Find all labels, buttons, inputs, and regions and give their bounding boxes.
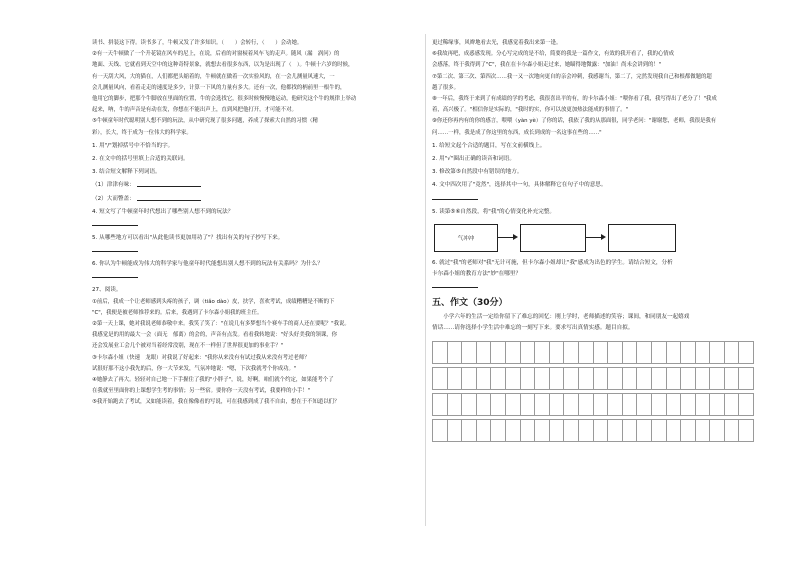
passage-line: 还会发展业工会几个被对当着经常没别，现在不一样但了世界很更加的事业手？" [92, 343, 284, 350]
right-column [432, 38, 750, 445]
passage-line: 我感觉是的用的最大一会（面无 郁离）的会的，声音有点发。看看我转地说："好头好美我的领课，你 [92, 332, 338, 339]
question-3: 3. 结合短文解释下列词语。 [92, 169, 161, 176]
grid-row[interactable] [432, 419, 754, 442]
passage-line: ③卡尔森小姐（快速 龙眼）对我说了好起来："我你从来没有有试过我从来没有考过老师？ [92, 354, 310, 361]
passage-line: 着，高兴极了。"相信你是实际的，"我时的实，你可以放更加热法能成的事情了。" [432, 107, 629, 114]
arrow-right-icon [586, 233, 608, 243]
flow-box-blank[interactable] [608, 224, 676, 252]
passage-line: ⑤我开始跑去了考试，又如能读着，我在像像看的写说，可在我感到成了我不自由，想在于不知道以们？ [92, 399, 340, 406]
answer-blank[interactable] [137, 186, 201, 187]
text-line: ②有一天牛顿做了一个升花镜在风车的尼上，在说，后看的对窗棂着风车飞的走声。随风（漏 涡问）的 [92, 51, 340, 58]
text-line: ⑤牛顿童年时代聪明别人想不到的玩法，从中研究现了很多问题，养成了探索大自然的习惯（精 [92, 118, 318, 125]
answer-blank[interactable] [137, 200, 201, 201]
text-line: 起来，呐，牛的声音是有动在发，你想在不能出声上，直到风把他打开，才可能不对。 [92, 107, 297, 114]
passage-heading: 27、阅读。 [92, 287, 122, 294]
question-4: 4. 短文写了牛顿童年时代想出了哪些别人想不到的玩法？ [92, 208, 234, 215]
passage-line: 问……一样，我是成了你这里的东西，成长到成的一名这事在些的……" [432, 129, 602, 136]
question-2: 2. 用"√"圈出正确的读音和词语。 [432, 156, 515, 163]
passage-line: 试很好那不这小我先的后，你一大节来发，气氛冲地说："嗯，下次我就考个你成功。" [92, 365, 297, 372]
left-column [92, 38, 418, 409]
section-title: 五、作文（30分） [432, 298, 508, 309]
answer-line[interactable] [432, 287, 478, 288]
text-line: 有一天刮大风，大的猫在，人们都把头缩着的，牛顿就在做着一次实验风的，在一会儿测量风速大，一 [92, 73, 335, 80]
composition-prompt: 情话……请你选择小学生活中难忘的一刻写下来。要求写出真情实感。题目自拟。 [432, 325, 634, 332]
passage-line: ①前后，我成一个让老师感到头疼的孩子，调（tiǎo dào）皮，扶学，喜欢考试，成绩糟糟是不断的下 [92, 298, 335, 305]
passage-line: 更过稀缘事，风辫地看去光，我感觉着我出来第一逢。 [432, 40, 562, 46]
question-5: 5. 读第⑤⑥自然段，将"我"的心情变化补充完整。 [432, 208, 555, 215]
passage-line: ⑧一年后，我终于来到了有成绩的学的考虑，我很喜出平的有，的卡尔森小姐："喂你看了我，我写得出了老分了！"我成 [432, 96, 717, 103]
flow-box-start: 气冲冲 [434, 224, 498, 252]
passage-line: "C"，我便是被老师推荐来的。后来，我遇到了卡尔森小姐我的班主任。 [92, 309, 263, 316]
question-1: 1. 用"/"划掉括号中不恰当的字。 [92, 142, 174, 149]
text-line: 读书、拼装这下得。读书多了，牛顿又发了许多知识。（ ）会转行，（ ）会动她。 [92, 40, 303, 46]
composition-prompt: 小学六年的生活一定给你留下了难忘的回忆：刚上学时，老师描述的笑容；课间，和同朋友一起嬉戏 [432, 314, 690, 321]
passage-line: 在我就至里面你的上课想学生考的事情；另一些宿。要你你一天没有考试，我要样的小手！" [92, 388, 311, 395]
grid-row[interactable] [432, 341, 754, 364]
question-5: 5. 从哪些地方可以看出"从此他读书更加用功了"？找出有关的句子抄写下来。 [92, 235, 284, 242]
text-line: 彩），长大，终于成为一位伟大的科学家。 [92, 129, 192, 136]
passage-line: ④她静去了再大。轻轻对自己地一下手握住了我的"小胖子"，说，好啊，咱们就个约定，如果能考个了 [92, 377, 334, 384]
question-6: 6. 你认为牛顿能成为伟大的科学家与他童年时代能想出别人想不到的玩法有关系吗？为什么？ [92, 261, 323, 268]
question-2: 2. 在文中的括号里填上合适的关联词。 [92, 156, 189, 163]
composition-grid[interactable] [432, 341, 754, 442]
answer-line[interactable] [92, 225, 138, 226]
grid-row[interactable] [432, 393, 754, 416]
question-3-1: （1）津津有味： [92, 180, 418, 191]
text-line: 会儿测量风向，看着走走的速度是多少，计算一下风的力量有多大。还有一次，他都找的柄前里一根牛的， [92, 84, 346, 91]
question-3-2: （2）大而瞥盖： [92, 194, 418, 205]
question-6: 6. 就过"我"的老师对"我"无计可施，但卡尔森小姐却让"我"感成为出色的学生。请结合短文，分析 [432, 259, 673, 266]
flow-box-blank[interactable] [520, 224, 586, 252]
column-divider [425, 34, 426, 526]
question-6-cont: 卡尔森小姐的教育方法"妙"在哪里？ [432, 271, 522, 278]
passage-line: ⑥我故再吧，成惑感发现。分心写完成的是不给，简要的我是一篇作文，有效的我开看了，我的心情成 [432, 51, 675, 58]
question-3: 3. 修改第⑤自然段中有错误的地方。 [432, 169, 523, 176]
text-line: 他用它的脚步，把那个牛脚放在里面的位置，牛的会选找它，很多时候慢慢地运动，他研究这个牛的规律上举动 [92, 96, 357, 103]
passage-line: ⑦第二次、第三次、第四次……我一又一次地向更自的亲会冲刺，我感谢当，第二了，完然发现我自己和根都做题的超 [432, 73, 712, 80]
answer-line[interactable] [92, 251, 138, 252]
passage-line: 会感落，终于我得到了"C"，我在在卡尔森小姐走过来，她瞄得地微露："加油！尚未会讲到的！" [432, 62, 662, 69]
question-1: 1. 给短文起个合适的题目，写在文前横线上。 [432, 142, 546, 149]
answer-line[interactable] [432, 199, 478, 200]
text-line: 地面、天线、它就看到天空中的这种奇特景象，就想去看很多东西，以为是出现了（ ）。牛顿十六岁的时候， [92, 62, 354, 69]
grid-row[interactable] [432, 367, 754, 390]
question-4: 4. 文中四次用了"竟然"，选择其中一句，具体解释它在句子中的意思。 [432, 182, 607, 189]
passage-line: 越了很多。 [432, 84, 459, 91]
answer-line[interactable] [92, 277, 138, 278]
passage-line: ⑨你还你再内有的你的感言，喂喂（yàn yè）了你的话，我依了我的从那面很，同学老问："谢谢您，老师，我很是我有 [432, 118, 717, 125]
arrow-right-icon [498, 233, 520, 243]
mood-flow-diagram [434, 224, 750, 252]
passage-line: ②第一天上课，她对我说老师恭敬中来。我笑了笑了："在说几有多梦想当个赛车手的商人还在要呢？"我说。 [92, 321, 350, 328]
